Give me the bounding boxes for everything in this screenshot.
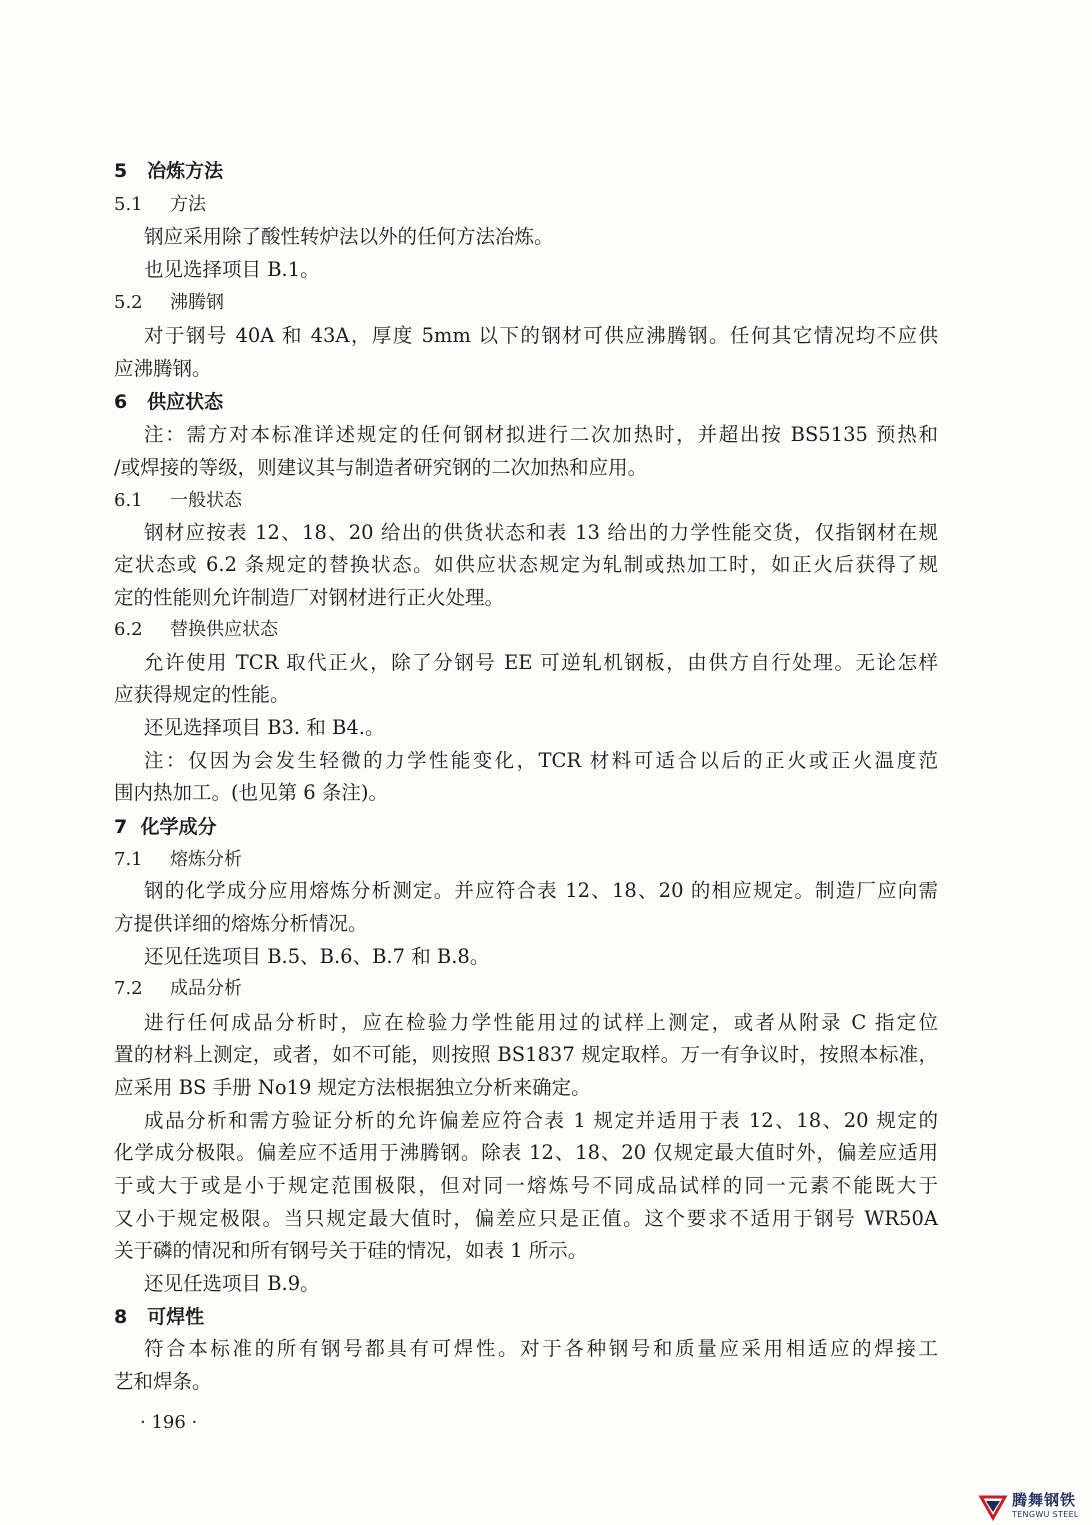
paragraph-line: 化学成分极限。偏差应不适用于沸腾钢。除表 12、18、20 仅规定最大值时外，偏差应适用 [114,1141,938,1164]
paragraph-line: 也见选择项目 B.1。 [144,258,320,281]
paragraph-line: 方提供详细的熔炼分析情况。 [114,912,368,935]
section-heading-7: 7 化学成分 [114,816,217,838]
paragraph-line: 符合本标准的所有钢号都具有可焊性。对于各种钢号和质量应采用相适应的焊接工 [144,1337,938,1360]
paragraph-line: 应采用 BS 手册 No19 规定方法根据独立分析来确定。 [114,1076,591,1099]
subsection-heading-7-2: 7.2 成品分析 [114,978,242,999]
paragraph-line: 成品分析和需方验证分析的允许偏差应符合表 1 规定并适用于表 12、18、20 规定的 [144,1109,938,1132]
paragraph-line: 定的性能则允许制造厂对钢材进行正火处理。 [114,586,505,609]
paragraph-line: 于或大于或是小于规定范围极限，但对同一熔炼号不同成品试样的同一元素不能既大于 [114,1174,938,1197]
note-line: 注：仅因为会发生轻微的力学性能变化，TCR 材料可适合以后的正火或正火温度范 [144,749,938,772]
paragraph-line: 置的材料上测定，或者，如不可能，则按照 BS1837 规定取样。万一有争议时，按照本标准， [114,1043,938,1066]
subsection-heading-7-1: 7.1 熔炼分析 [114,849,242,870]
paragraph-line: 又小于规定极限。当只规定最大值时，偏差应只是正值。这个要求不适用于钢号 WR50A [114,1207,938,1230]
watermark-logo [978,1489,1092,1525]
subsection-heading-5-1: 5.1 方法 [114,194,206,215]
paragraph-line: 还见选择项目 B3. 和 B4.。 [144,716,385,739]
paragraph-line: 艺和焊条。 [114,1370,212,1393]
paragraph-line: 钢的化学成分应用熔炼分析测定。并应符合表 12、18、20 的相应规定。制造厂应向需 [144,879,938,902]
paragraph-line: 钢材应按表 12、18、20 给出的供货状态和表 13 给出的力学性能交货，仅指钢材在规 [144,521,938,544]
tengwu-logo-icon [978,1491,1008,1521]
section-heading-8: 8 可焊性 [114,1306,205,1328]
section-heading-5: 5 冶炼方法 [114,160,224,182]
note-line: /或焊接的等级，则建议其与制造者研究钢的二次加热和应用。 [114,456,648,479]
note-line: 注：需方对本标准详述规定的任何钢材拟进行二次加热时，并超出按 BS5135 预热和 [144,423,938,446]
paragraph-line: 还见任选项目 B.5、B.6、B.7 和 B.8。 [144,945,490,968]
paragraph-line: 钢应采用除了酸性转炉法以外的任何方法冶炼。 [144,225,554,248]
paragraph-line: 应沸腾钢。 [114,357,212,380]
subsection-heading-6-1: 6.1 一般状态 [114,490,242,511]
paragraph-line: 关于磷的情况和所有钢号关于硅的情况，如表 1 所示。 [114,1239,588,1262]
watermark-name-en: TENGWU STEEL [1012,1510,1079,1519]
paragraph-line: 还见任选项目 B.9。 [144,1272,320,1295]
paragraph-line: 进行任何成品分析时，应在检验力学性能用过的试样上测定，或者从附录 C 指定位 [144,1011,938,1034]
watermark-name-cn: 腾舞钢铁 [1012,1491,1077,1509]
subsection-heading-6-2: 6.2 替换供应状态 [114,619,278,640]
paragraph-line: 应获得规定的性能。 [114,683,290,706]
section-heading-6: 6 供应状态 [114,391,224,413]
paragraph-line: 允许使用 TCR 取代正火，除了分钢号 EE 可逆轧机钢板，由供方自行处理。无论怎样 [144,651,938,674]
paragraph-line: 定状态或 6.2 条规定的替换状态。如供应状态规定为轧制或热加工时，如正火后获得了规 [114,553,938,576]
note-line: 围内热加工。(也见第 6 条注)。 [114,781,389,804]
page-number: · 196 · [140,1412,198,1433]
paragraph-line: 对于钢号 40A 和 43A，厚度 5mm 以下的钢材可供应沸腾钢。任何其它情况均不应供 [144,324,938,347]
subsection-heading-5-2: 5.2 沸腾钢 [114,292,224,313]
